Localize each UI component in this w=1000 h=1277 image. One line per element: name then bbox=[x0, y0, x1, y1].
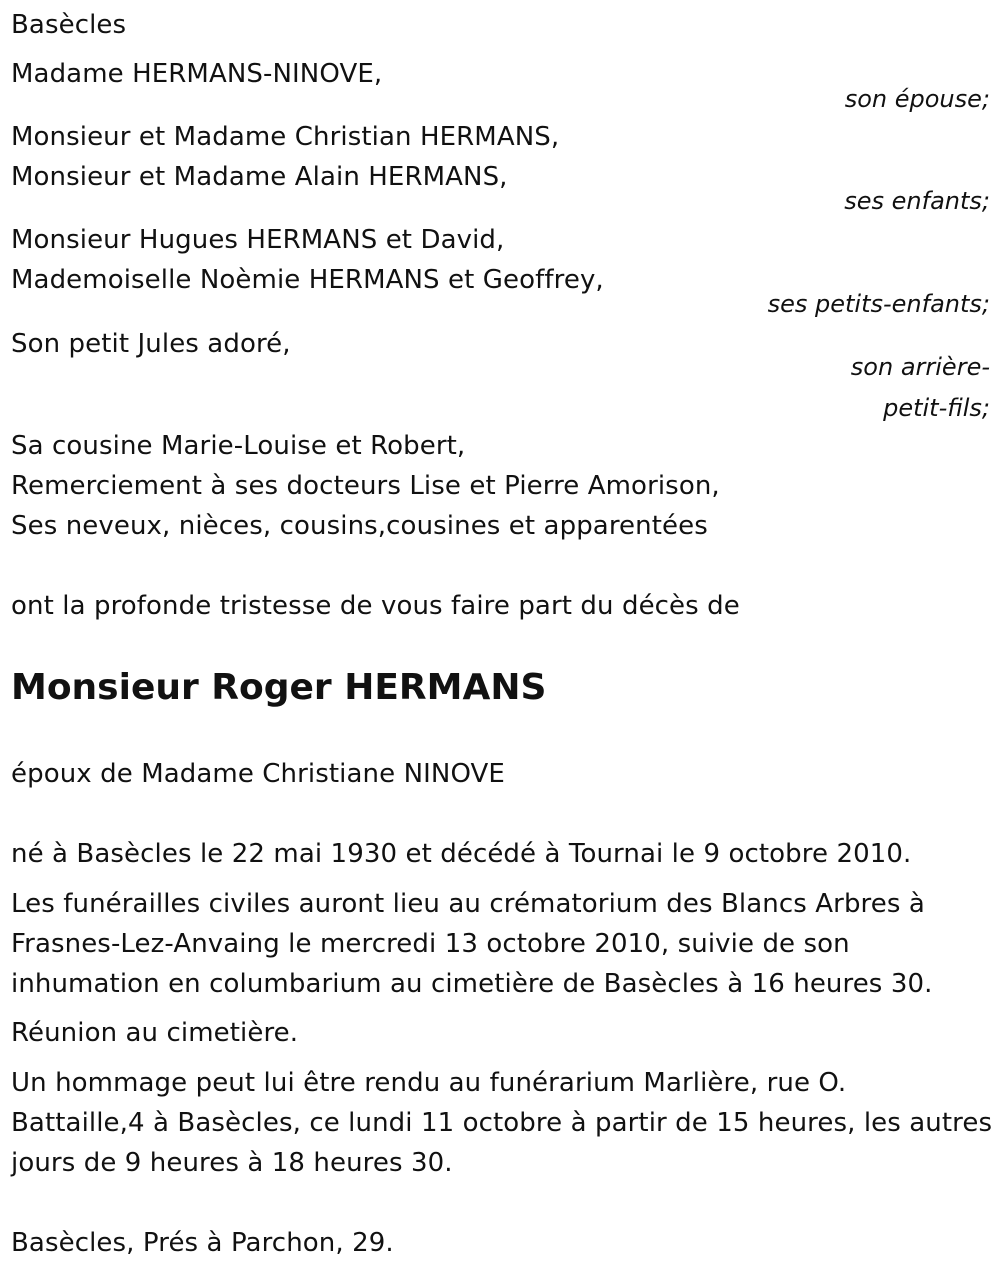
tribute-line-3: jours de 9 heures à 18 heures 30. bbox=[11, 1148, 453, 1178]
funeral-line-3: inhumation en columbarium au cimetière de Basècles à 16 heures 30. bbox=[11, 969, 933, 999]
great-grandchild-role-1: son arrière- bbox=[850, 353, 990, 381]
funeral-line-2: Frasnes-Lez-Anvaing le mercredi 13 octobre 2010, suivie de son bbox=[11, 929, 850, 959]
others-line-3: Ses neveux, nièces, cousins,cousines et apparentées bbox=[11, 511, 708, 541]
grandchildren-line-1: Monsieur Hugues HERMANS et David, bbox=[11, 225, 505, 255]
announcement: ont la profonde tristesse de vous faire part du décès de bbox=[11, 591, 740, 621]
others-line-2: Remerciement à ses docteurs Lise et Pierre Amorison, bbox=[11, 471, 720, 501]
header-place: Basècles bbox=[11, 10, 127, 40]
children-line-1: Monsieur et Madame Christian HERMANS, bbox=[11, 122, 560, 152]
children-line-2: Monsieur et Madame Alain HERMANS, bbox=[11, 162, 508, 192]
children-role: ses enfants; bbox=[844, 187, 990, 215]
great-grandchild-line: Son petit Jules adoré, bbox=[11, 329, 291, 359]
others-line-1: Sa cousine Marie-Louise et Robert, bbox=[11, 431, 466, 461]
funeral-line-1: Les funérailles civiles auront lieu au crématorium des Blancs Arbres à bbox=[11, 889, 925, 919]
grandchildren-role: ses petits-enfants; bbox=[767, 290, 990, 318]
address: Basècles, Prés à Parchon, 29. bbox=[11, 1228, 394, 1258]
spouse-line: Madame HERMANS-NINOVE, bbox=[11, 59, 383, 89]
deceased-spouse: époux de Madame Christiane NINOVE bbox=[11, 759, 505, 789]
tribute-line-2: Battaille,4 à Basècles, ce lundi 11 octobre à partir de 15 heures, les autres bbox=[11, 1108, 993, 1138]
spouse-role: son épouse; bbox=[844, 85, 990, 113]
birth-death: né à Basècles le 22 mai 1930 et décédé à Tournai le 9 octobre 2010. bbox=[11, 839, 912, 869]
great-grandchild-role-2: petit-fils; bbox=[883, 394, 990, 422]
tribute-line-1: Un hommage peut lui être rendu au funérarium Marlière, rue O. bbox=[11, 1068, 847, 1098]
grandchildren-line-2: Mademoiselle Noèmie HERMANS et Geoffrey, bbox=[11, 265, 604, 295]
meeting: Réunion au cimetière. bbox=[11, 1018, 299, 1048]
deceased-name: Monsieur Roger HERMANS bbox=[11, 667, 547, 708]
